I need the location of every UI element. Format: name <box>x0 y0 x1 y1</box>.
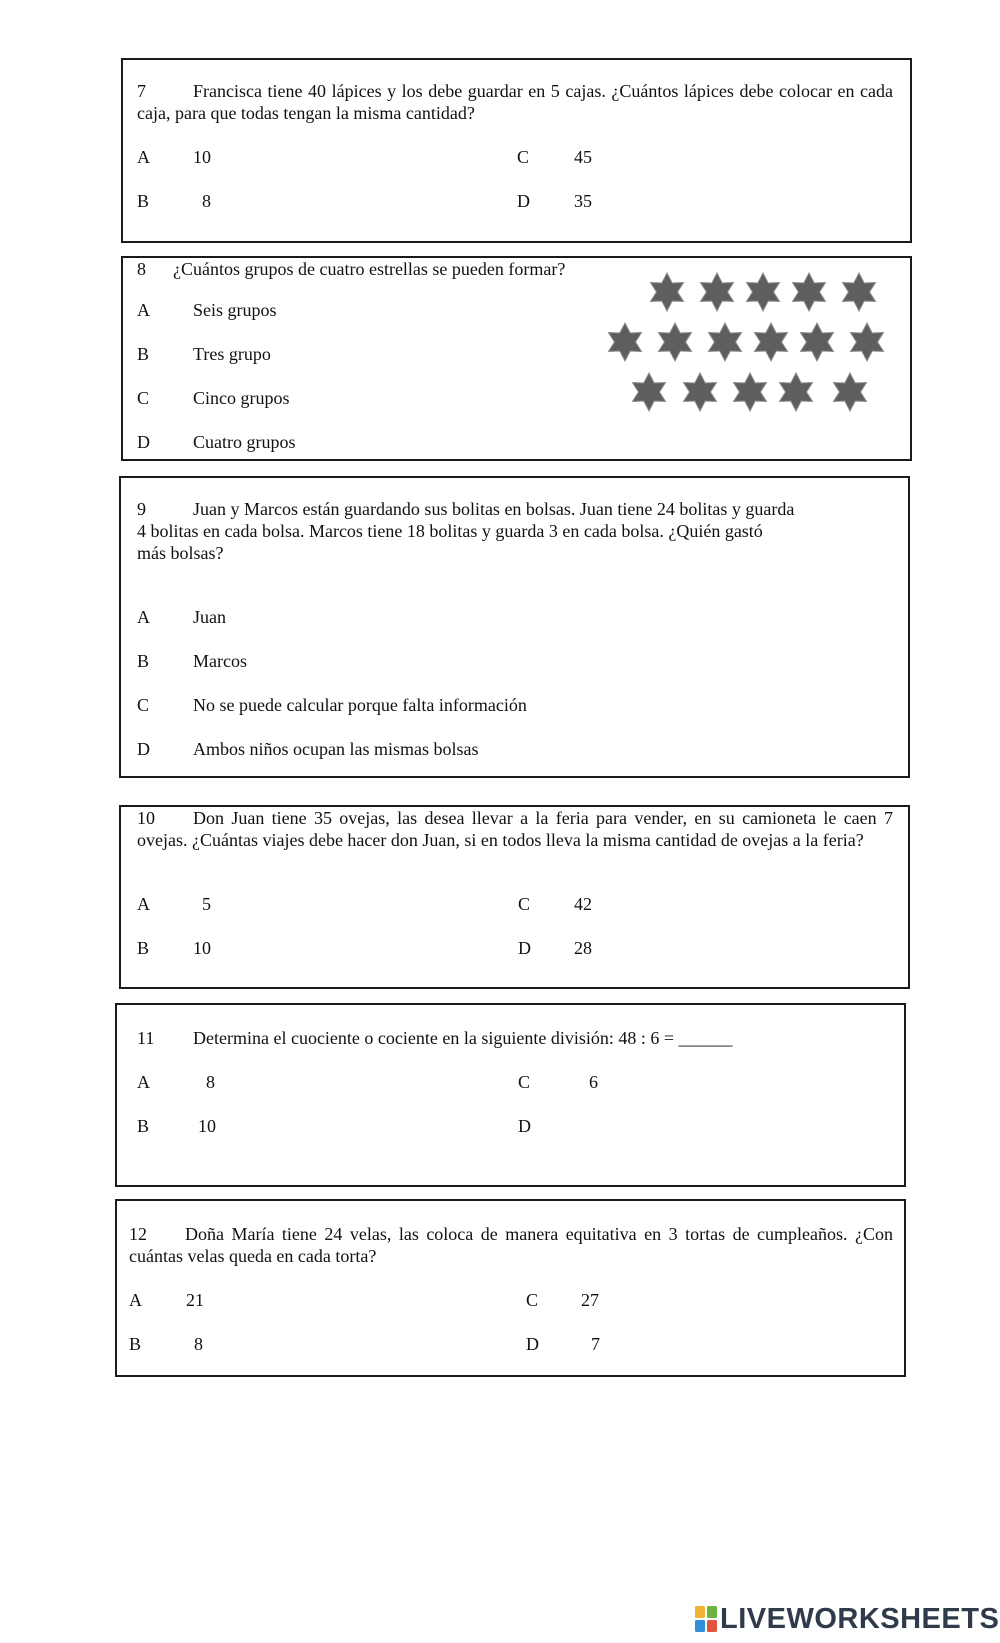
question-12-box <box>115 1199 906 1377</box>
option-value: 8 <box>202 191 211 211</box>
question-text: Doña María tiene 24 velas, las coloca de manera equitativa en 3 tortas de cumpleaños. ¿Con cuántas velas queda en cada torta? <box>129 1224 893 1266</box>
star-icon <box>705 322 745 362</box>
liveworksheets-brand-text: LIVEWORKSHEETS <box>720 1602 1000 1635</box>
option-value: 42 <box>574 894 592 914</box>
option-letter: D <box>518 1116 531 1136</box>
option-letter: C <box>518 894 531 914</box>
option-letter: D <box>137 739 150 759</box>
star-icon <box>776 372 816 412</box>
liveworksheets-logo-icon <box>695 1606 717 1632</box>
option-value: 8 <box>206 1072 215 1092</box>
question-11-box <box>115 1003 906 1187</box>
option-value: 21 <box>186 1290 204 1310</box>
option-letter: A <box>137 147 150 167</box>
option-letter: B <box>137 1116 150 1136</box>
question-text: Determina el cuociente o cociente en la siguiente división: 48 : 6 = ______ <box>193 1028 733 1048</box>
question-number: 8 <box>137 259 146 279</box>
star-icon <box>839 272 879 312</box>
question-number: 12 <box>129 1224 147 1244</box>
option-letter: C <box>526 1290 539 1310</box>
option-letter: A <box>137 300 150 320</box>
option-value: 27 <box>581 1290 599 1310</box>
option-letter: A <box>129 1290 142 1310</box>
option-letter: C <box>137 388 150 408</box>
option-letter: C <box>518 1072 531 1092</box>
option-value: 10 <box>198 1116 216 1136</box>
option-value: 10 <box>193 938 211 958</box>
question-text-line-3: más bolsas? <box>137 543 224 563</box>
option-letter: B <box>137 344 150 364</box>
option-value: Seis grupos <box>193 300 277 320</box>
question-10-box <box>119 805 910 989</box>
star-icon <box>680 372 720 412</box>
star-icon <box>605 322 645 362</box>
star-icon <box>847 322 887 362</box>
option-letter: B <box>129 1334 142 1354</box>
question-text: Francisca tiene 40 lápices y los debe guardar en 5 cajas. ¿Cuántos lápices debe colocar en cada caja, para que todas tengan la misma cantidad? <box>137 81 893 123</box>
option-letter: B <box>137 651 150 671</box>
option-value: 5 <box>202 894 211 914</box>
star-icon <box>751 322 791 362</box>
option-value: Cinco grupos <box>193 388 290 408</box>
question-7-box <box>121 58 912 243</box>
option-letter: A <box>137 1072 150 1092</box>
star-icon <box>743 272 783 312</box>
option-letter: D <box>137 432 150 452</box>
question-number: 10 <box>137 808 155 828</box>
question-text-line-2: 4 bolitas en cada bolsa. Marcos tiene 18 bolitas y guarda 3 en cada bolsa. ¿Quién gastó <box>137 521 763 541</box>
star-icon <box>830 372 870 412</box>
question-9-box <box>119 476 910 778</box>
option-letter: B <box>137 938 150 958</box>
option-letter: D <box>517 191 530 211</box>
question-text: ¿Cuántos grupos de cuatro estrellas se pueden formar? <box>173 259 566 279</box>
option-value: Tres grupo <box>193 344 271 364</box>
option-value: 7 <box>591 1334 600 1354</box>
liveworksheets-logo[interactable] <box>695 1602 999 1636</box>
option-letter: D <box>518 938 531 958</box>
star-icon <box>629 372 669 412</box>
star-icon <box>730 372 770 412</box>
question-number: 9 <box>137 499 146 519</box>
star-icon <box>797 322 837 362</box>
star-icon <box>789 272 829 312</box>
question-number: 7 <box>137 81 146 101</box>
option-value: Juan <box>193 607 226 627</box>
option-value: Marcos <box>193 651 247 671</box>
question-text-line-1: Juan y Marcos están guardando sus bolitas en bolsas. Juan tiene 24 bolitas y guarda <box>193 499 795 519</box>
option-value: 6 <box>589 1072 598 1092</box>
question-number: 11 <box>137 1028 155 1048</box>
star-icon <box>655 322 695 362</box>
option-value: Cuatro grupos <box>193 432 296 452</box>
question-text: Don Juan tiene 35 ovejas, las desea llevar a la feria para vender, en su camioneta le caen 7 ovejas. ¿Cuántas viajes debe hacer don Juan, si en todos lleva la misma cantidad de ovejas a la feria? <box>137 808 893 850</box>
option-value: 35 <box>574 191 592 211</box>
option-value: 10 <box>193 147 211 167</box>
option-letter: C <box>137 695 150 715</box>
option-value: Ambos niños ocupan las mismas bolsas <box>193 739 479 759</box>
option-letter: D <box>526 1334 539 1354</box>
option-value: 28 <box>574 938 592 958</box>
option-value: 8 <box>194 1334 203 1354</box>
option-letter: A <box>137 607 150 627</box>
option-letter: C <box>517 147 530 167</box>
option-letter: B <box>137 191 150 211</box>
option-value: 45 <box>574 147 592 167</box>
option-letter: A <box>137 894 150 914</box>
star-icon <box>697 272 737 312</box>
star-icon <box>647 272 687 312</box>
option-value: No se puede calcular porque falta información <box>193 695 527 715</box>
